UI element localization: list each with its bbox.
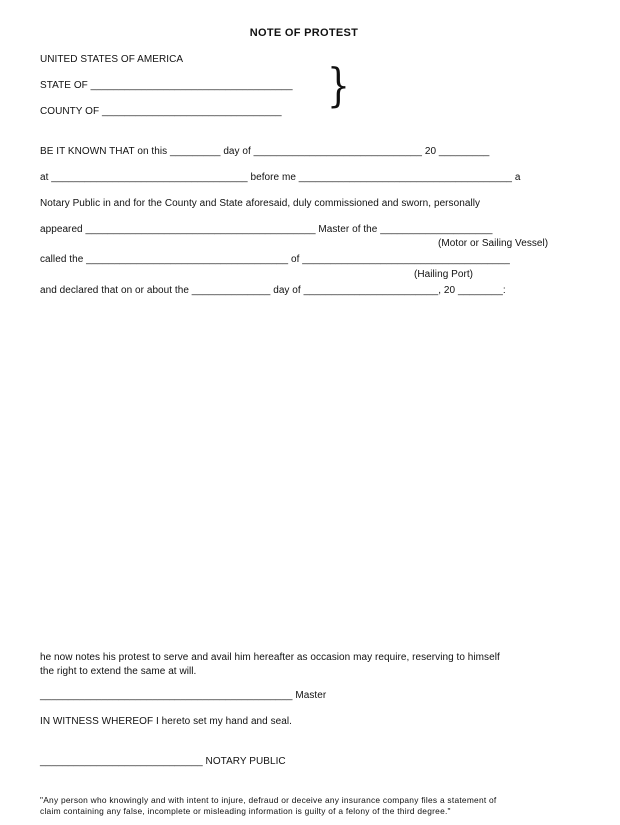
state-line: STATE OF ____________________________________ — [40, 80, 293, 91]
footnote-line-1: "Any person who knowingly and with intent to injure, defraud or deceive any insurance company files a statement of — [40, 795, 497, 805]
closing-line-1: he now notes his protest to serve and avail him hereafter as occasion may require, reserving to himself — [40, 652, 500, 663]
footnote-line-2: claim containing any false, incomplete or misleading information is guilty of a felony of the third degree." — [40, 806, 451, 816]
body-line-location: at ___________________________________ before me ______________________________________ a — [40, 172, 521, 183]
body-line-notary: Notary Public in and for the County and State aforesaid, duly commissioned and sworn, personally — [40, 198, 481, 209]
county-line: COUNTY OF ________________________________ — [40, 106, 282, 117]
venue-brace: } — [327, 59, 350, 113]
notary-signature-line: _____________________________ NOTARY PUBLIC — [40, 756, 286, 767]
hailing-port-caption: (Hailing Port) — [414, 269, 474, 280]
country-line: UNITED STATES OF AMERICA — [40, 54, 184, 65]
master-signature-line: _____________________________________________ Master — [40, 690, 327, 701]
body-line-date: BE IT KNOWN THAT on this _________ day of ______________________________ 20 _________ — [40, 146, 490, 157]
vessel-caption: (Motor or Sailing Vessel) — [438, 238, 549, 249]
body-line-called: called the ____________________________________ of _____________________________________ — [40, 254, 510, 265]
body-line-declared: and declared that on or about the ______________ day of ________________________, 20 ________: — [40, 285, 506, 296]
body-line-appeared: appeared _________________________________________ Master of the ____________________ — [40, 224, 493, 235]
document-title: NOTE OF PROTEST — [249, 27, 359, 39]
witness-line: IN WITNESS WHEREOF I hereto set my hand and seal. — [40, 716, 292, 727]
closing-line-2: the right to extend the same at will. — [40, 666, 197, 677]
